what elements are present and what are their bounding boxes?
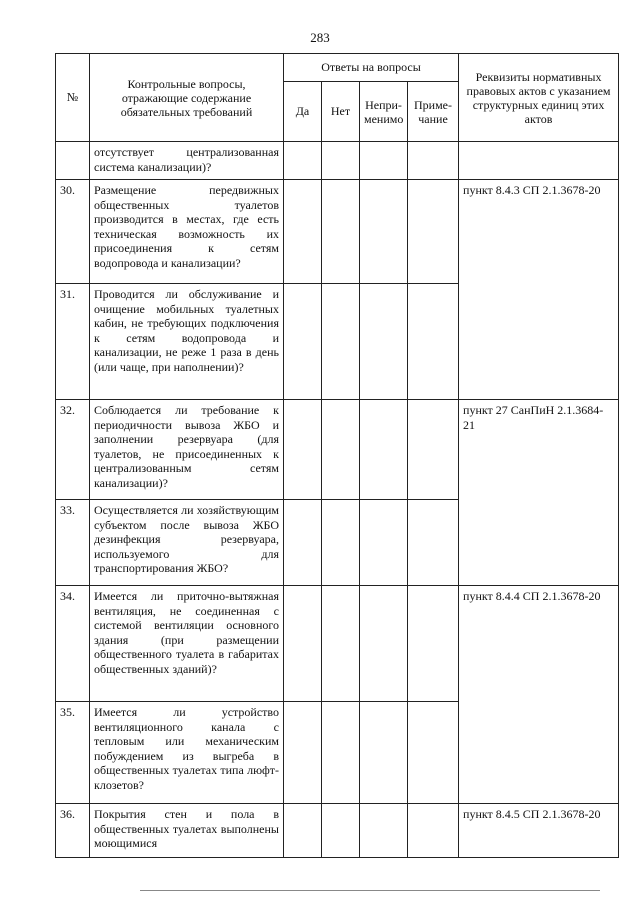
row-reference: пункт 8.4.5 СП 2.1.3678-20 bbox=[459, 804, 619, 858]
row-question: Осуществляется ли хозяйствующим субъектом после вывоза ЖБО дезинфекция резервуара, используемого для транспортирования ЖБО? bbox=[90, 500, 284, 586]
row-reference: пункт 8.4.3 СП 2.1.3678-20 bbox=[459, 180, 619, 284]
answer-no-cell[interactable] bbox=[322, 500, 360, 586]
answer-note-cell[interactable] bbox=[408, 180, 459, 284]
answer-yes-cell[interactable] bbox=[284, 586, 322, 702]
row-question: Размещение передвижных общественных туалетов производится в местах, где есть техническая возможность их присоединения к сетям водопровода и канализации? bbox=[90, 180, 284, 284]
header-number: № bbox=[56, 54, 90, 142]
answer-na-cell[interactable] bbox=[360, 500, 408, 586]
row-reference: пункт 8.4.4 СП 2.1.3678-20 bbox=[459, 586, 619, 702]
header-yes: Да bbox=[284, 82, 322, 142]
row-number: 31. bbox=[56, 284, 90, 400]
answer-yes-cell[interactable] bbox=[284, 142, 322, 180]
header-requisites: Реквизиты нормативных правовых актов с указанием структурных единиц этих актов bbox=[459, 54, 619, 142]
answer-no-cell[interactable] bbox=[322, 804, 360, 858]
page-number: 283 bbox=[310, 30, 330, 45]
header-question: Контрольные вопросы, отражающие содержание обязательных требований bbox=[90, 54, 284, 142]
answer-no-cell[interactable] bbox=[322, 142, 360, 180]
row-number: 30. bbox=[56, 180, 90, 284]
table-row bbox=[56, 284, 619, 400]
answer-na-cell[interactable] bbox=[360, 180, 408, 284]
table-row bbox=[56, 500, 619, 586]
row-number bbox=[56, 142, 90, 180]
row-number: 34. bbox=[56, 586, 90, 702]
answer-na-cell[interactable] bbox=[360, 142, 408, 180]
bottom-divider bbox=[140, 890, 600, 891]
answer-na-cell[interactable] bbox=[360, 400, 408, 500]
answer-no-cell[interactable] bbox=[322, 284, 360, 400]
table-row bbox=[56, 142, 619, 180]
row-question: Проводится ли обслуживание и очищение мобильных туалетных кабин, не требующих подключения к сетям водопровода и канализации, не реже 1 раза в день (или чаще, при наполнении)? bbox=[90, 284, 284, 400]
answer-yes-cell[interactable] bbox=[284, 400, 322, 500]
checklist-table bbox=[55, 53, 619, 858]
answer-no-cell[interactable] bbox=[322, 180, 360, 284]
row-reference bbox=[459, 702, 619, 804]
answer-note-cell[interactable] bbox=[408, 500, 459, 586]
answer-note-cell[interactable] bbox=[408, 804, 459, 858]
table-row bbox=[56, 180, 619, 284]
answer-note-cell[interactable] bbox=[408, 400, 459, 500]
row-question: Покрытия стен и пола в общественных туалетах выполнены моющимися bbox=[90, 804, 284, 858]
row-reference bbox=[459, 142, 619, 180]
answer-na-cell[interactable] bbox=[360, 586, 408, 702]
answer-yes-cell[interactable] bbox=[284, 702, 322, 804]
row-number: 33. bbox=[56, 500, 90, 586]
table-row bbox=[56, 586, 619, 702]
answer-na-cell[interactable] bbox=[360, 702, 408, 804]
row-question: Имеется ли устройство вентиляционного канала с тепловым или механическим побуждением из выгреба в общественных туалетах типа люфт-клозетов? bbox=[90, 702, 284, 804]
answer-yes-cell[interactable] bbox=[284, 284, 322, 400]
answer-yes-cell[interactable] bbox=[284, 804, 322, 858]
answer-note-cell[interactable] bbox=[408, 284, 459, 400]
header-not-applicable: Непри-менимо bbox=[360, 82, 408, 142]
row-number: 36. bbox=[56, 804, 90, 858]
header-note: Приме-чание bbox=[408, 82, 459, 142]
row-question: отсутствует централизованная система канализации)? bbox=[90, 142, 284, 180]
row-question: Имеется ли приточно-вытяжная вентиляция, не соединенная с системой вентиляции основного здания (при размещении общественного туалета в габаритах общественных зданий)? bbox=[90, 586, 284, 702]
row-number: 35. bbox=[56, 702, 90, 804]
table-row bbox=[56, 702, 619, 804]
answer-yes-cell[interactable] bbox=[284, 180, 322, 284]
row-reference: пункт 27 СанПиН 2.1.3684-21 bbox=[459, 400, 619, 500]
row-number: 32. bbox=[56, 400, 90, 500]
table-row bbox=[56, 400, 619, 500]
table-row bbox=[56, 804, 619, 858]
answer-na-cell[interactable] bbox=[360, 804, 408, 858]
answer-no-cell[interactable] bbox=[322, 702, 360, 804]
answer-note-cell[interactable] bbox=[408, 142, 459, 180]
row-reference bbox=[459, 284, 619, 400]
row-question: Соблюдается ли требование к периодичности вывоза ЖБО и заполнении резервуара (для туалетов, не присоединенных к централизованным сетям канализации)? bbox=[90, 400, 284, 500]
answer-note-cell[interactable] bbox=[408, 586, 459, 702]
answer-na-cell[interactable] bbox=[360, 284, 408, 400]
header-answers: Ответы на вопросы bbox=[284, 54, 459, 82]
answer-note-cell[interactable] bbox=[408, 702, 459, 804]
answer-no-cell[interactable] bbox=[322, 586, 360, 702]
answer-no-cell[interactable] bbox=[322, 400, 360, 500]
answer-yes-cell[interactable] bbox=[284, 500, 322, 586]
row-reference bbox=[459, 500, 619, 586]
header-no: Нет bbox=[322, 82, 360, 142]
